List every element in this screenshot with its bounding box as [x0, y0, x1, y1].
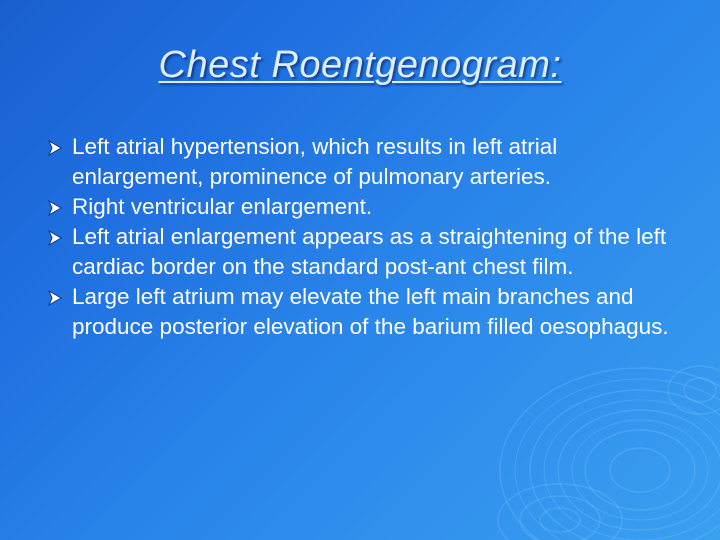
- bullet-text: Left atrial enlargement appears as a straightening of the left cardiac border on the standard post-ant chest film.: [72, 224, 667, 279]
- list-item: [48, 132, 688, 192]
- bullet-text: Large left atrium may elevate the left main branches and produce posterior elevation of the barium filled oesophagus.: [72, 284, 669, 339]
- bullet-text: Right ventricular enlargement.: [72, 194, 373, 219]
- list-item: [48, 222, 688, 282]
- arrowhead-bullet-icon: [48, 230, 62, 246]
- arrowhead-bullet-icon: [48, 290, 62, 306]
- list-item: [48, 192, 688, 222]
- bullet-list: [48, 132, 688, 342]
- bullet-text: Left atrial hypertension, which results in left atrial enlargement, prominence of pulmonary arteries.: [72, 134, 558, 189]
- arrowhead-bullet-icon: [48, 140, 62, 156]
- list-item: [48, 282, 688, 342]
- slide-title: Chest Roentgenogram:: [158, 44, 562, 86]
- arrowhead-bullet-icon: [48, 200, 62, 216]
